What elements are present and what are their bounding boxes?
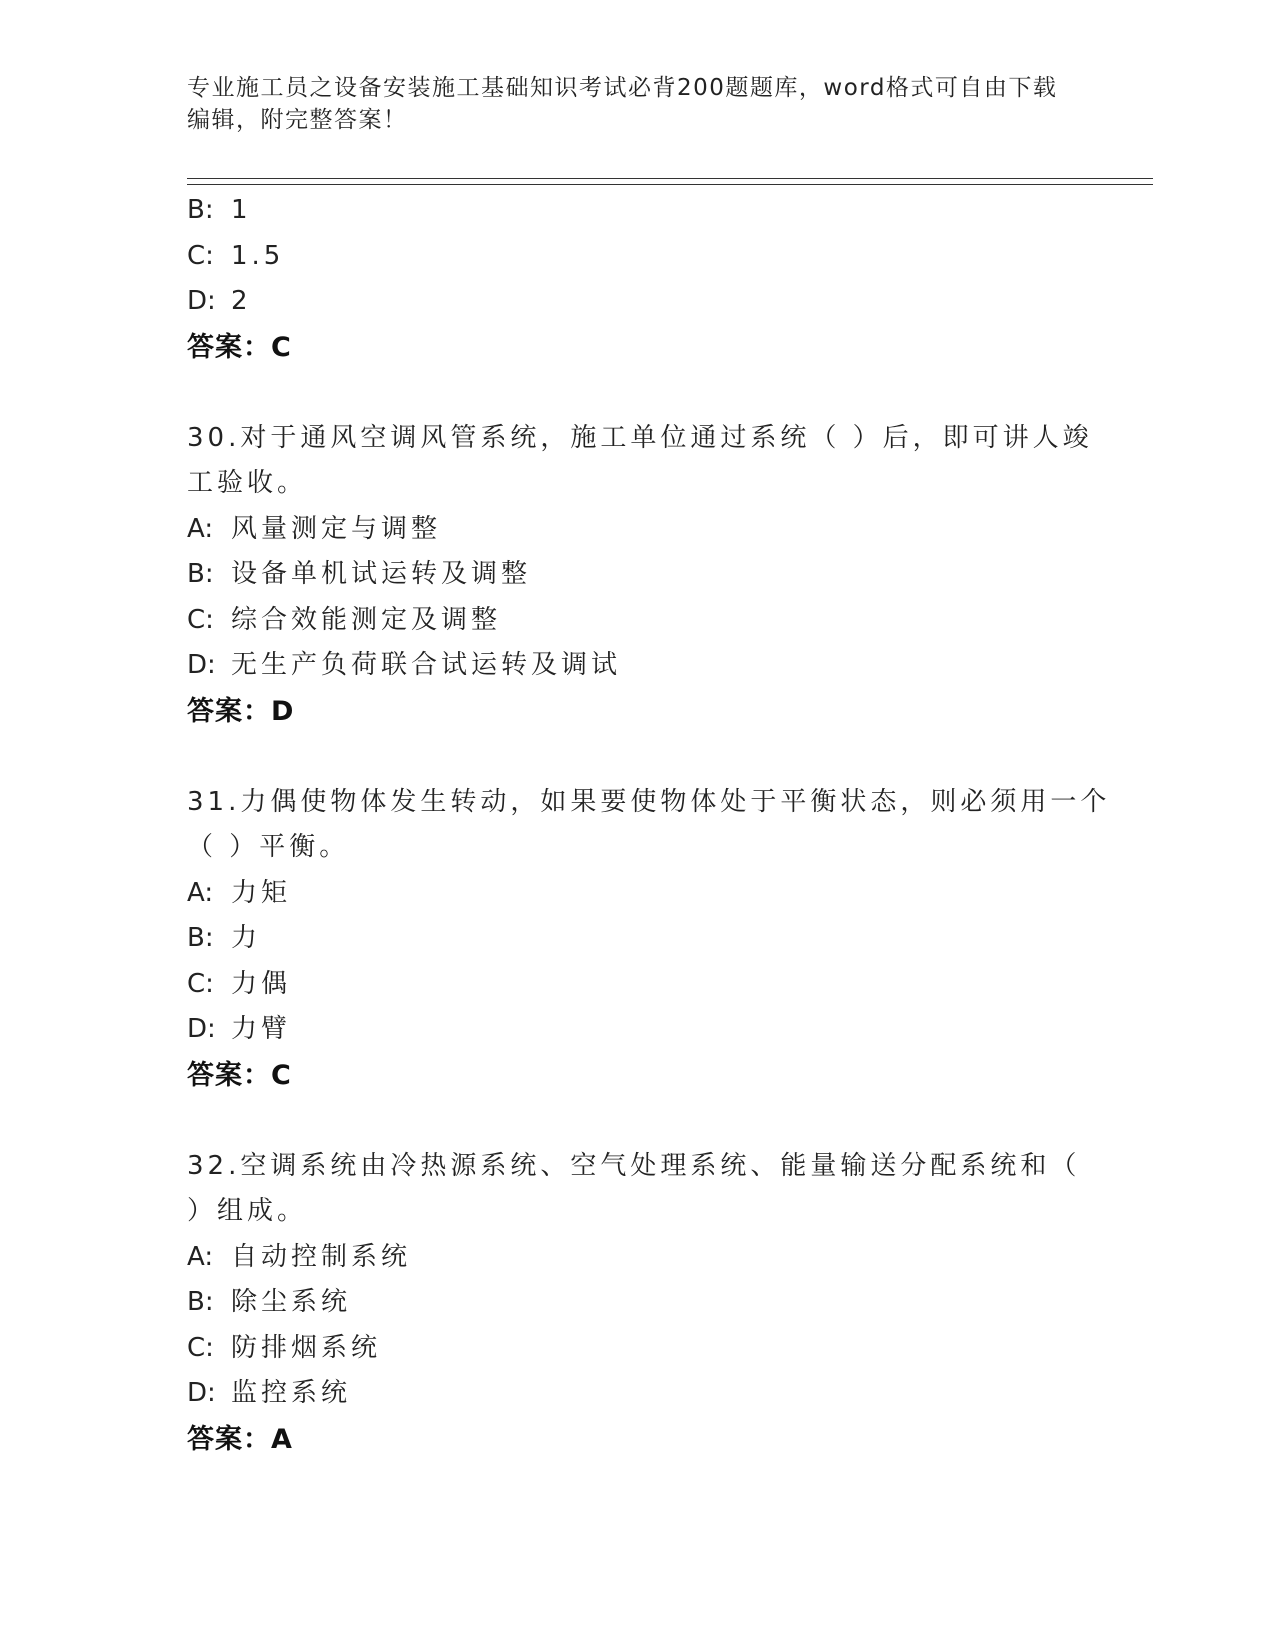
- option-label: B:: [187, 1287, 214, 1317]
- question-text-line: 工验收。: [187, 468, 308, 498]
- answer-line: 答案：D: [187, 695, 295, 727]
- question-block-29: [187, 188, 1087, 371]
- option-text: 1.5: [231, 240, 285, 271]
- question-list: [187, 188, 1111, 1463]
- option-b: [187, 1280, 1087, 1326]
- question-block-31: [187, 780, 1111, 1099]
- option-a: [187, 871, 1087, 917]
- answer-line: 答案：C: [187, 1059, 292, 1091]
- document-header: [187, 72, 1067, 136]
- question-text: [187, 416, 1093, 507]
- option-text: 2: [231, 286, 252, 316]
- option-d: [187, 279, 1087, 325]
- option-label: B:: [187, 923, 214, 953]
- question-text-line: 31.力偶使物体发生转动，如果要使物体处于平衡状态，则必须用一个: [187, 786, 1111, 817]
- header-title-line2: 编辑，附完整答案！: [187, 107, 408, 133]
- option-a: [187, 1235, 1087, 1281]
- option-c: [187, 234, 1087, 280]
- option-label: C:: [187, 240, 214, 271]
- option-b: [187, 552, 1087, 598]
- question-text-line: （ ）平衡。: [187, 832, 350, 862]
- option-label: C:: [187, 968, 214, 999]
- option-text: 无生产负荷联合试运转及调试: [231, 650, 622, 680]
- option-text: 综合效能测定及调整: [231, 604, 502, 635]
- option-text: 力: [231, 923, 262, 953]
- option-label: A:: [187, 513, 214, 544]
- spacer: [187, 1099, 1087, 1144]
- option-text: 监控系统: [231, 1378, 352, 1408]
- option-text: 除尘系统: [231, 1287, 352, 1317]
- option-label: C:: [187, 604, 214, 635]
- option-label: D:: [187, 286, 216, 316]
- option-text: 风量测定与调整: [231, 513, 442, 544]
- option-text: 1: [231, 195, 252, 225]
- option-d: [187, 1371, 1087, 1417]
- option-a: [187, 507, 1087, 553]
- answer-line: 答案：A: [187, 1423, 293, 1455]
- spacer: [187, 735, 1087, 780]
- option-d: [187, 643, 1087, 689]
- question-block-30: [187, 416, 1093, 735]
- option-c: [187, 598, 1087, 644]
- question-text: [187, 780, 1111, 871]
- option-b: [187, 188, 1087, 234]
- option-label: D:: [187, 1378, 216, 1408]
- option-text: 设备单机试运转及调整: [231, 559, 532, 589]
- option-text: 力矩: [231, 877, 292, 908]
- option-label: A:: [187, 877, 214, 908]
- option-label: C:: [187, 1332, 214, 1363]
- option-label: B:: [187, 195, 214, 225]
- question-text-line: 32.空调系统由冷热源系统、空气处理系统、能量输送分配系统和（: [187, 1150, 1081, 1181]
- question-text: [187, 1144, 1087, 1235]
- option-text: 力臂: [231, 1014, 292, 1044]
- header-title-line1: 专业施工员之设备安装施工基础知识考试必背200题题库，word格式可自由下载: [187, 75, 1058, 101]
- question-text-line: ）组成。: [187, 1196, 308, 1226]
- spacer: [187, 371, 1087, 416]
- option-text: 防排烟系统: [231, 1332, 382, 1363]
- option-label: D:: [187, 650, 216, 680]
- option-text: 自动控制系统: [231, 1241, 412, 1272]
- option-c: [187, 1326, 1087, 1372]
- option-b: [187, 916, 1087, 962]
- question-text-line: 30.对于通风空调风管系统，施工单位通过系统（ ）后，即可讲人竣: [187, 422, 1093, 453]
- option-label: D:: [187, 1014, 216, 1044]
- option-label: A:: [187, 1241, 214, 1272]
- option-label: B:: [187, 559, 214, 589]
- option-text: 力偶: [231, 968, 292, 999]
- question-block-32: [187, 1144, 1087, 1463]
- option-d: [187, 1007, 1087, 1053]
- option-c: [187, 962, 1087, 1008]
- answer-line: 答案：C: [187, 331, 292, 363]
- header-divider: [187, 178, 1153, 185]
